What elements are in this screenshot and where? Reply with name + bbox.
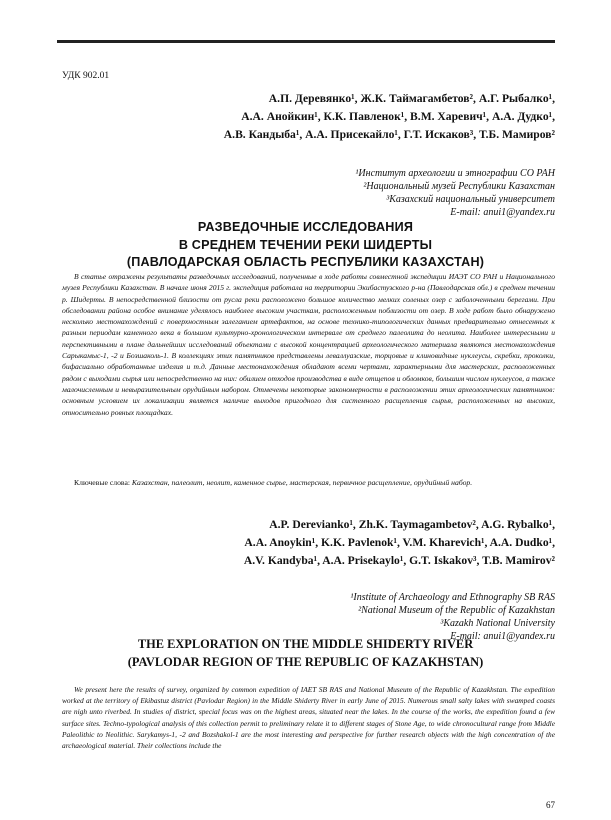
- title-en: [40, 636, 571, 671]
- title-line: РАЗВЕДОЧНЫЕ ИССЛЕДОВАНИЯ: [197, 220, 414, 234]
- affiliation: ³Kazakh National University: [440, 618, 555, 629]
- authors-en-line: A.A. Anoykin¹, K.K. Pavlenok¹, V.M. Kharevich¹, A.A. Dudko¹,: [244, 536, 555, 549]
- authors-ru-line: А.П. Деревянко¹, Ж.К. Таймагамбетов², А.Г. Рыбалко¹,: [268, 92, 555, 105]
- authors-ru-line: А.В. Кандыба¹, А.А. Присекайло¹, Г.Т. Искаков³, Т.Б. Мамиров²: [223, 128, 555, 141]
- affiliations-ru: [155, 167, 555, 219]
- keywords-label: Ключевые слова:: [74, 478, 130, 487]
- keywords-text: Казахстан, палеолит, неолит, каменное сырье, мастерская, первичное расщепление, орудийный набор.: [131, 478, 473, 487]
- header-rule: [57, 40, 555, 43]
- title-line: THE EXPLORATION ON THE MIDDLE SHIDERTY RIVER: [137, 637, 474, 651]
- authors-en-line: A.V. Kandyba¹, A.A. Prisekaylo¹, G.T. Iskakov³, T.B. Mamirov²: [243, 554, 555, 567]
- affiliation: ²Национальный музей Республики Казахстан: [363, 181, 555, 192]
- title-line: (PAVLODAR REGION OF THE REPUBLIC OF KAZAKHSTAN): [127, 654, 484, 669]
- abstract-en: We present here the results of survey, organized by common expedition of IAET SB RAS and National Museum of the Republic of Kazakhstan. The expedition worked at the territory of Ekibastuz district (Pavlodar Region) in the Middle Shiderty River in early June of 2015. Numerous small salty lakes with swamped coasts are nigh unto riverbed. In studies of district, special focus was on the highest areas, situated near the lakes. In the course of the works, the expedition found a few surface sites. Techno-typological analysis of this collection permit to preliminary relate it to different stages of Stone Age, to wide chronocultural range from Middle Paleolithic to Neolithic. Sarykamys-1, -2 and Bozshakol-1 are the most interesting and perspective for further research objects with the high concentration of the archaeological material. Their collections include the: [62, 685, 555, 751]
- authors-en: [75, 516, 555, 570]
- title-line: В СРЕДНЕМ ТЕЧЕНИИ РЕКИ ШИДЕРТЫ: [178, 237, 433, 252]
- affiliation: ²National Museum of the Republic of Kazakhstan: [358, 605, 555, 616]
- title-ru: [40, 219, 571, 272]
- authors-en-line: A.P. Derevianko¹, Zh.K. Taymagambetov², A.G. Rybalko¹,: [269, 518, 555, 531]
- page-number: 67: [546, 800, 555, 810]
- authors-ru: [75, 90, 555, 144]
- abstract-ru: В статье отражены результаты разведочных исследований, полученные в ходе работы совместной экспедиции ИАЭТ СО РАН и Национального музея Республики Казахстан. В начале июня 2015 г. экспедиция работала на территории Экибастузского р-на (Павлодарская обл.) в среднем течении р. Шидерты. В непосредственной близости от русла реки расположено большое количество мелких соленых озер с заболоченными берегами. При обследовании района особое внимание уделялось наиболее высоким участкам, расположенным поблизости от озер. В ходе работ было обнаружено несколько местонахождений с поверхностным залеганием артефактов, на основе технико-типологических данных предварительно отнесенных к разным периодам каменного века в большом культурно-хронологическом интервале от среднего палеолита до неолита. Наиболее интересными и перспективными в плане дальнейших исследований объектами с высокой концентрацией археологического материала являются местонахождения Сарыкамыс-1, -2 и Бозшаколь-1. В коллекциях этих памятников представлены леваллуазские, торцовые и клиновидные нуклеусы, скребки, проколки, бифасиально обработанные изделия и т.д. Данные местонахождения обладают всеми чертами, характерными для мастерских, расположенных рядом с выходами сырья или непосредственно на них: обилием отходов производства в виде отщепов и обломков, большим числом нуклеусов, а также малочисленным и невыразительным орудийным набором. Отмечены некоторые закономерности в расположении этих археологических памятников: основным условием их локализации является наличие выходов пригодного для системного расщепления сырья, расположенных на высоких, относительно ровных площадках.: [62, 272, 555, 417]
- authors-ru-line: А.А. Анойкин¹, К.К. Павленок¹, В.М. Харевич¹, А.А. Дудко¹,: [241, 110, 555, 123]
- affiliation: ¹Институт археологии и этнографии СО РАН: [355, 168, 555, 179]
- email: E-mail: anui1@yandex.ru: [450, 207, 555, 218]
- affiliation: ¹Institute of Archaeology and Ethnography SB RAS: [350, 592, 555, 603]
- title-line: (ПАВЛОДАРСКАЯ ОБЛАСТЬ РЕСПУБЛИКИ КАЗАХСТАН): [126, 255, 485, 269]
- affiliation: ³Казахский национальный университет: [386, 194, 555, 205]
- keywords-ru: [62, 477, 555, 488]
- email: E-mail: anui1@yandex.ru: [450, 631, 555, 642]
- udk-code: УДК 902.01: [62, 71, 110, 81]
